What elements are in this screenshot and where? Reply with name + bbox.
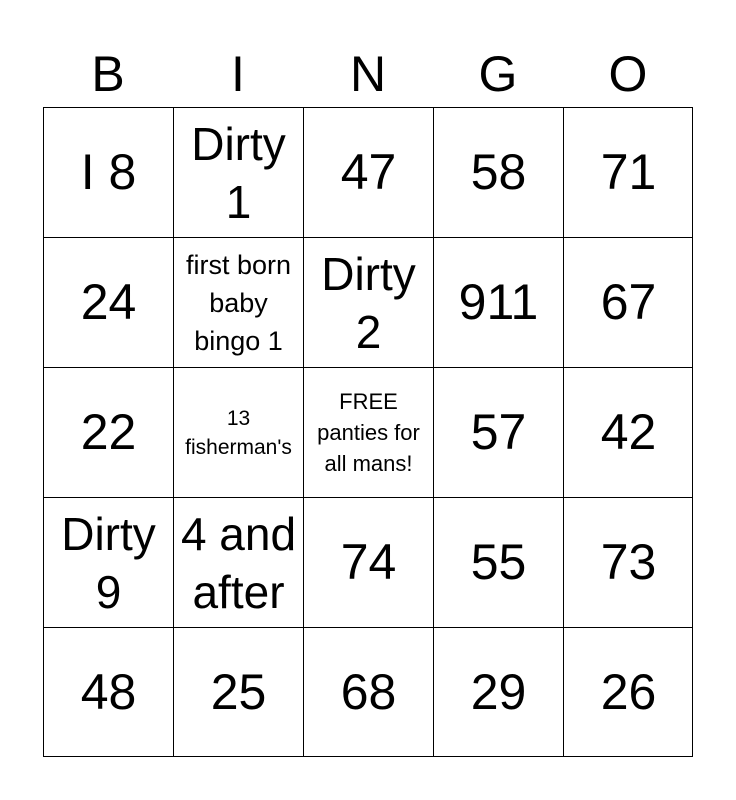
header-letter-b: B <box>91 46 125 102</box>
bingo-cell-text: 911 <box>458 274 539 330</box>
bingo-cell <box>433 367 563 497</box>
bingo-cell-text: 4 and after <box>180 507 297 618</box>
bingo-cell-text: 73 <box>600 534 657 590</box>
bingo-cell <box>433 627 563 757</box>
bingo-header <box>43 40 693 108</box>
bingo-cell-text: 24 <box>80 274 137 330</box>
bingo-cell-text: 71 <box>600 144 657 200</box>
bingo-cell <box>433 107 563 237</box>
bingo-cell <box>303 627 433 757</box>
bingo-cell-text: 57 <box>470 404 527 460</box>
bingo-cell <box>563 237 693 367</box>
bingo-cell-text: 22 <box>80 404 137 460</box>
bingo-cell <box>433 237 563 367</box>
bingo-cell-text: Dirty 9 <box>61 507 156 618</box>
bingo-cell <box>173 107 303 237</box>
header-letter-i: I <box>231 46 245 102</box>
bingo-cell-text: 74 <box>340 534 397 590</box>
bingo-cell <box>43 237 173 367</box>
bingo-cell <box>433 497 563 627</box>
bingo-cell-text: 26 <box>600 664 657 720</box>
bingo-cell <box>563 497 693 627</box>
bingo-cell-text: 48 <box>80 664 137 720</box>
header-letter-n: N <box>349 46 387 102</box>
bingo-cell <box>43 497 173 627</box>
bingo-cell-text: 58 <box>470 144 527 200</box>
bingo-cell-text: Dirty 2 <box>321 247 416 358</box>
bingo-cell-text: I 8 <box>80 144 137 200</box>
bingo-cell-text: 47 <box>340 144 397 200</box>
bingo-cell <box>563 627 693 757</box>
bingo-cell <box>43 107 173 237</box>
bingo-cell <box>563 367 693 497</box>
bingo-cell <box>303 237 433 367</box>
free-space-text: FREE panties for all mans! <box>317 389 420 476</box>
header-letter-g: G <box>478 46 518 102</box>
bingo-cell-text: 68 <box>340 664 397 720</box>
bingo-cell <box>173 497 303 627</box>
bingo-cell-text: 25 <box>210 664 267 720</box>
bingo-cell-text: 13 fisherman's <box>185 406 292 459</box>
bingo-cell-text: Dirty 1 <box>191 117 286 228</box>
bingo-cell <box>43 367 173 497</box>
bingo-cell <box>173 367 303 497</box>
bingo-cell-text: 29 <box>470 664 527 720</box>
bingo-cell-text: 42 <box>600 404 657 460</box>
bingo-board <box>43 107 693 757</box>
bingo-cell <box>173 627 303 757</box>
bingo-cell-text: 55 <box>470 534 527 590</box>
bingo-cell-text: first born baby bingo 1 <box>185 249 292 356</box>
bingo-cell-text: 67 <box>600 274 657 330</box>
bingo-cell <box>303 497 433 627</box>
free-space-cell <box>303 367 433 497</box>
bingo-cell <box>173 237 303 367</box>
bingo-cell <box>43 627 173 757</box>
bingo-cell <box>303 107 433 237</box>
header-letter-o: O <box>608 46 648 102</box>
bingo-cell <box>563 107 693 237</box>
